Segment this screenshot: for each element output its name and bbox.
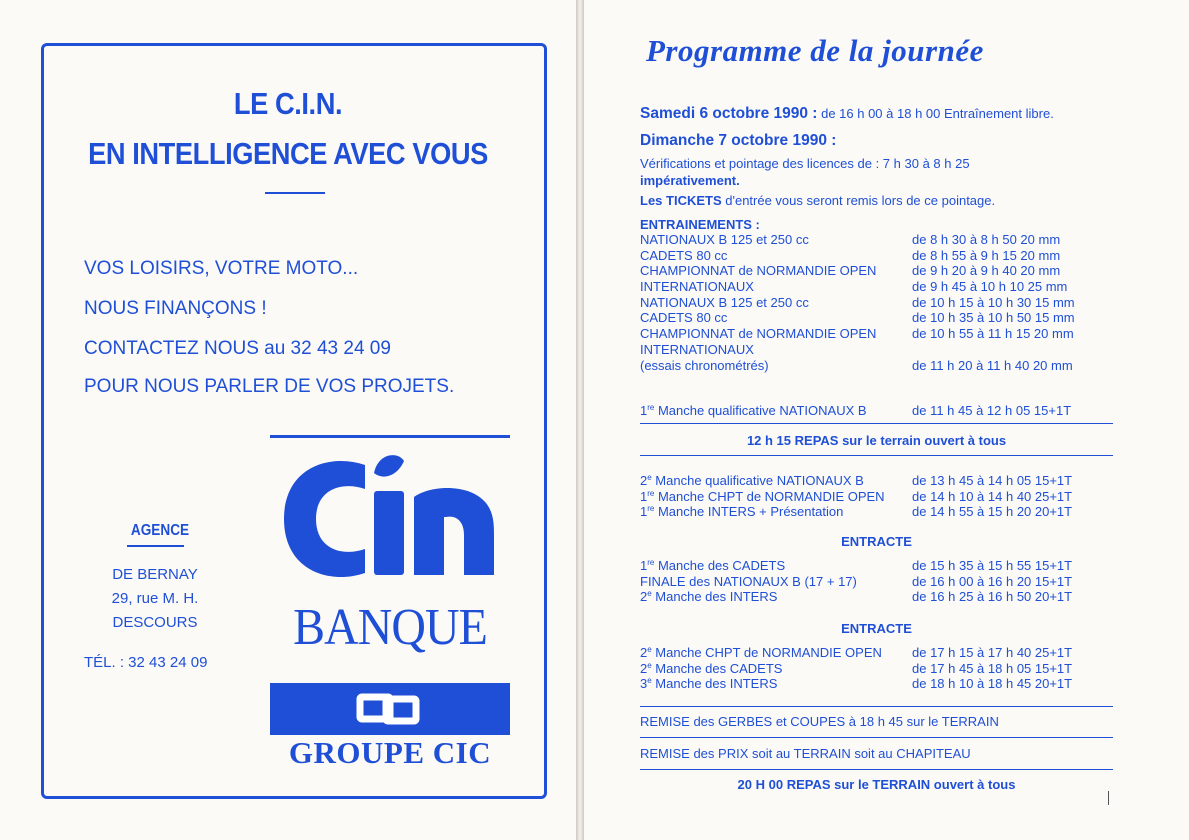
session-label: NATIONAUX B 125 et 250 cc — [640, 232, 809, 247]
session-label: CHAMPIONNAT de NORMANDIE OPEN — [640, 326, 877, 342]
table-row — [640, 473, 1072, 489]
tickets-label: Les TICKETS — [640, 193, 722, 208]
table-row — [640, 342, 1075, 358]
pitch-line-4: POUR NOUS PARLER DE VOS PROJETS. — [84, 376, 455, 397]
session-time: de 10 h 55 à 11 h 15 20 mm — [912, 326, 1074, 342]
pitch-line-3: CONTACTEZ NOUS au 32 43 24 09 — [84, 338, 391, 359]
session-time: de 8 h 30 à 8 h 50 20 mm — [912, 232, 1061, 247]
agence-underline — [127, 545, 184, 547]
manche-ordinal: e — [647, 676, 652, 686]
session-time: de 14 h 10 à 14 h 40 25+1T — [912, 488, 1073, 504]
manche-ordinal: re — [647, 504, 655, 514]
manche-number: 1 — [640, 488, 648, 504]
agence-line-2: 29, rue M. H. — [111, 590, 199, 607]
manche-ordinal: e — [647, 660, 652, 670]
binding-gutter — [576, 0, 584, 840]
ad-headline-1: LE C.I.N. — [233, 86, 343, 121]
manche-number: 1 — [640, 558, 648, 573]
entrainements-title: ENTRAINEMENTS : — [640, 217, 760, 232]
manche-number: 2 — [640, 473, 648, 488]
pitch-line-2: NOUS FINANÇONS ! — [84, 298, 267, 319]
session-time: de 14 h 55 à 15 h 20 20+1T — [912, 504, 1073, 520]
tickets-text: d'entrée vous seront remis lors de ce pointage. — [725, 193, 996, 208]
sunday-label: Dimanche 7 octobre 1990 : — [640, 132, 837, 149]
table-row — [640, 263, 1075, 279]
programme-title: Programme de la journée — [646, 33, 984, 68]
dinner-notice: 20 H 00 REPAS sur le TERRAIN ouvert à tous — [737, 777, 1016, 792]
divider — [640, 423, 1113, 424]
manche-number: 1 — [640, 504, 648, 520]
session-time: de 15 h 35 à 15 h 55 15+1T — [912, 558, 1073, 573]
table-row — [640, 248, 1075, 264]
awards-ceremony-line: REMISE des GERBES et COUPES à 18 h 45 sur le TERRAIN — [640, 714, 999, 729]
session-time: de 16 h 00 à 16 h 20 15+1T — [912, 573, 1073, 589]
agence-phone: TÉL. : 32 43 24 09 — [84, 654, 208, 671]
agence-line-1: DE BERNAY — [112, 566, 198, 583]
session-label: Manche CHPT de NORMANDIE OPEN — [654, 488, 885, 504]
table-row — [640, 558, 1072, 574]
manche-ordinal: re — [647, 403, 655, 412]
logo-banque-text: BANQUE — [293, 599, 487, 656]
session-time: de 13 h 45 à 14 h 05 15+1T — [912, 473, 1073, 488]
cin-logo-mark — [270, 445, 510, 595]
session-label: CADETS 80 cc — [640, 247, 728, 263]
table-row — [640, 310, 1075, 326]
session-time: de 18 h 10 à 18 h 45 20+1T — [912, 676, 1073, 692]
table-row — [640, 326, 1075, 342]
manche-1-row — [640, 403, 1071, 419]
session-label: Manche qualificative NATIONAUX B — [654, 403, 867, 418]
ad-headline-2: EN INTELLIGENCE AVEC VOUS — [88, 136, 488, 171]
manche-ordinal: re — [647, 558, 655, 567]
table-row — [640, 504, 1072, 520]
table-row — [640, 489, 1072, 505]
table-row — [640, 295, 1075, 311]
session-label: INTERNATIONAUX — [640, 279, 754, 295]
verification-line: Vérifications et pointage des licences de : 7 h 30 à 8 h 25 — [640, 156, 970, 171]
session-time: de 17 h 45 à 18 h 05 15+1T — [912, 660, 1073, 676]
pitch-line-1: VOS LOISIRS, VOTRE MOTO... — [84, 258, 359, 279]
session-label: (essais chronométrés) — [640, 357, 769, 373]
agence-title: AGENCE — [130, 522, 190, 539]
table-row — [640, 358, 1075, 374]
table-row — [640, 661, 1072, 677]
agence-line-3: DESCOURS — [112, 614, 198, 631]
tickets-line — [640, 193, 995, 208]
prizes-line: REMISE des PRIX soit au TERRAIN soit au CHAPITEAU — [640, 746, 971, 761]
table-row — [640, 279, 1075, 295]
session-time: de 17 h 15 à 17 h 40 25+1T — [912, 645, 1073, 660]
entracte-1: ENTRACTE — [841, 534, 912, 549]
session-label: Manche qualificative NATIONAUX B — [651, 473, 864, 488]
session-time: de 10 h 35 à 10 h 50 15 mm — [912, 310, 1075, 326]
manche-ordinal: re — [647, 488, 655, 498]
session-time: de 9 h 45 à 10 h 10 25 mm — [912, 279, 1068, 295]
session-time: de 11 h 20 à 11 h 40 20 mm — [912, 357, 1073, 373]
afternoon-block-3 — [640, 645, 1072, 692]
session-time: de 10 h 15 à 10 h 30 15 mm — [912, 294, 1075, 310]
afternoon-block-2 — [640, 558, 1072, 605]
divider — [640, 455, 1113, 456]
divider — [640, 769, 1113, 770]
divider — [265, 192, 325, 194]
verification-emphasis: impérativement. — [640, 173, 740, 188]
session-time: de 8 h 55 à 9 h 15 20 mm — [912, 247, 1061, 263]
logo-band — [270, 683, 510, 735]
manche-number: 2 — [640, 589, 648, 605]
session-label: NATIONAUX B 125 et 250 cc — [640, 294, 809, 310]
saturday-text: de 16 h 00 à 18 h 00 Entraînement libre. — [821, 106, 1054, 121]
session-time: de 16 h 25 à 16 h 50 20+1T — [912, 589, 1073, 605]
session-label: Manche des INTERS — [651, 589, 778, 605]
page-mark — [1108, 791, 1109, 805]
table-row — [640, 645, 1072, 661]
divider — [640, 706, 1113, 707]
table-row — [640, 574, 1072, 590]
left-page — [0, 0, 576, 840]
session-label: Manche des CADETS — [654, 558, 786, 573]
saturday-line — [640, 106, 1054, 121]
session-label: Manche CHPT de NORMANDIE OPEN — [651, 645, 882, 660]
table-row — [640, 676, 1072, 692]
manche-ordinal: e — [647, 589, 652, 599]
entrainements-table — [640, 232, 1075, 373]
session-label: FINALE des NATIONAUX B (17 + 17) — [640, 573, 857, 589]
divider — [640, 737, 1113, 738]
session-label: Manche des CADETS — [651, 660, 783, 676]
lunch-notice: 12 h 15 REPAS sur le terrain ouvert à tous — [746, 433, 1007, 448]
afternoon-block-1 — [640, 473, 1072, 520]
session-label: CHAMPIONNAT de NORMANDIE OPEN — [640, 263, 877, 279]
table-row — [640, 232, 1075, 248]
session-time: de 9 h 20 à 9 h 40 20 mm — [912, 263, 1061, 279]
session-label: Manche des INTERS — [651, 676, 778, 692]
cic-emblem-icon — [270, 683, 510, 735]
logo-top-rule — [270, 435, 510, 438]
manche-number: 2 — [640, 660, 648, 676]
manche-number: 3 — [640, 676, 648, 692]
manche-number: 2 — [640, 645, 648, 660]
manche-number: 1 — [640, 403, 648, 418]
session-time: de 11 h 45 à 12 h 05 15+1T — [912, 403, 1072, 418]
session-label: CADETS 80 cc — [640, 310, 728, 326]
session-label: Manche INTERS + Présentation — [654, 504, 844, 520]
logo-groupe-text: GROUPE CIC — [288, 735, 492, 770]
manche-ordinal: e — [647, 473, 652, 482]
table-row — [640, 403, 1071, 419]
entracte-2: ENTRACTE — [841, 621, 912, 636]
manche-ordinal: e — [647, 645, 652, 654]
session-label: INTERNATIONAUX — [640, 341, 754, 357]
table-row — [640, 589, 1072, 605]
saturday-label: Samedi 6 octobre 1990 : — [640, 105, 818, 122]
